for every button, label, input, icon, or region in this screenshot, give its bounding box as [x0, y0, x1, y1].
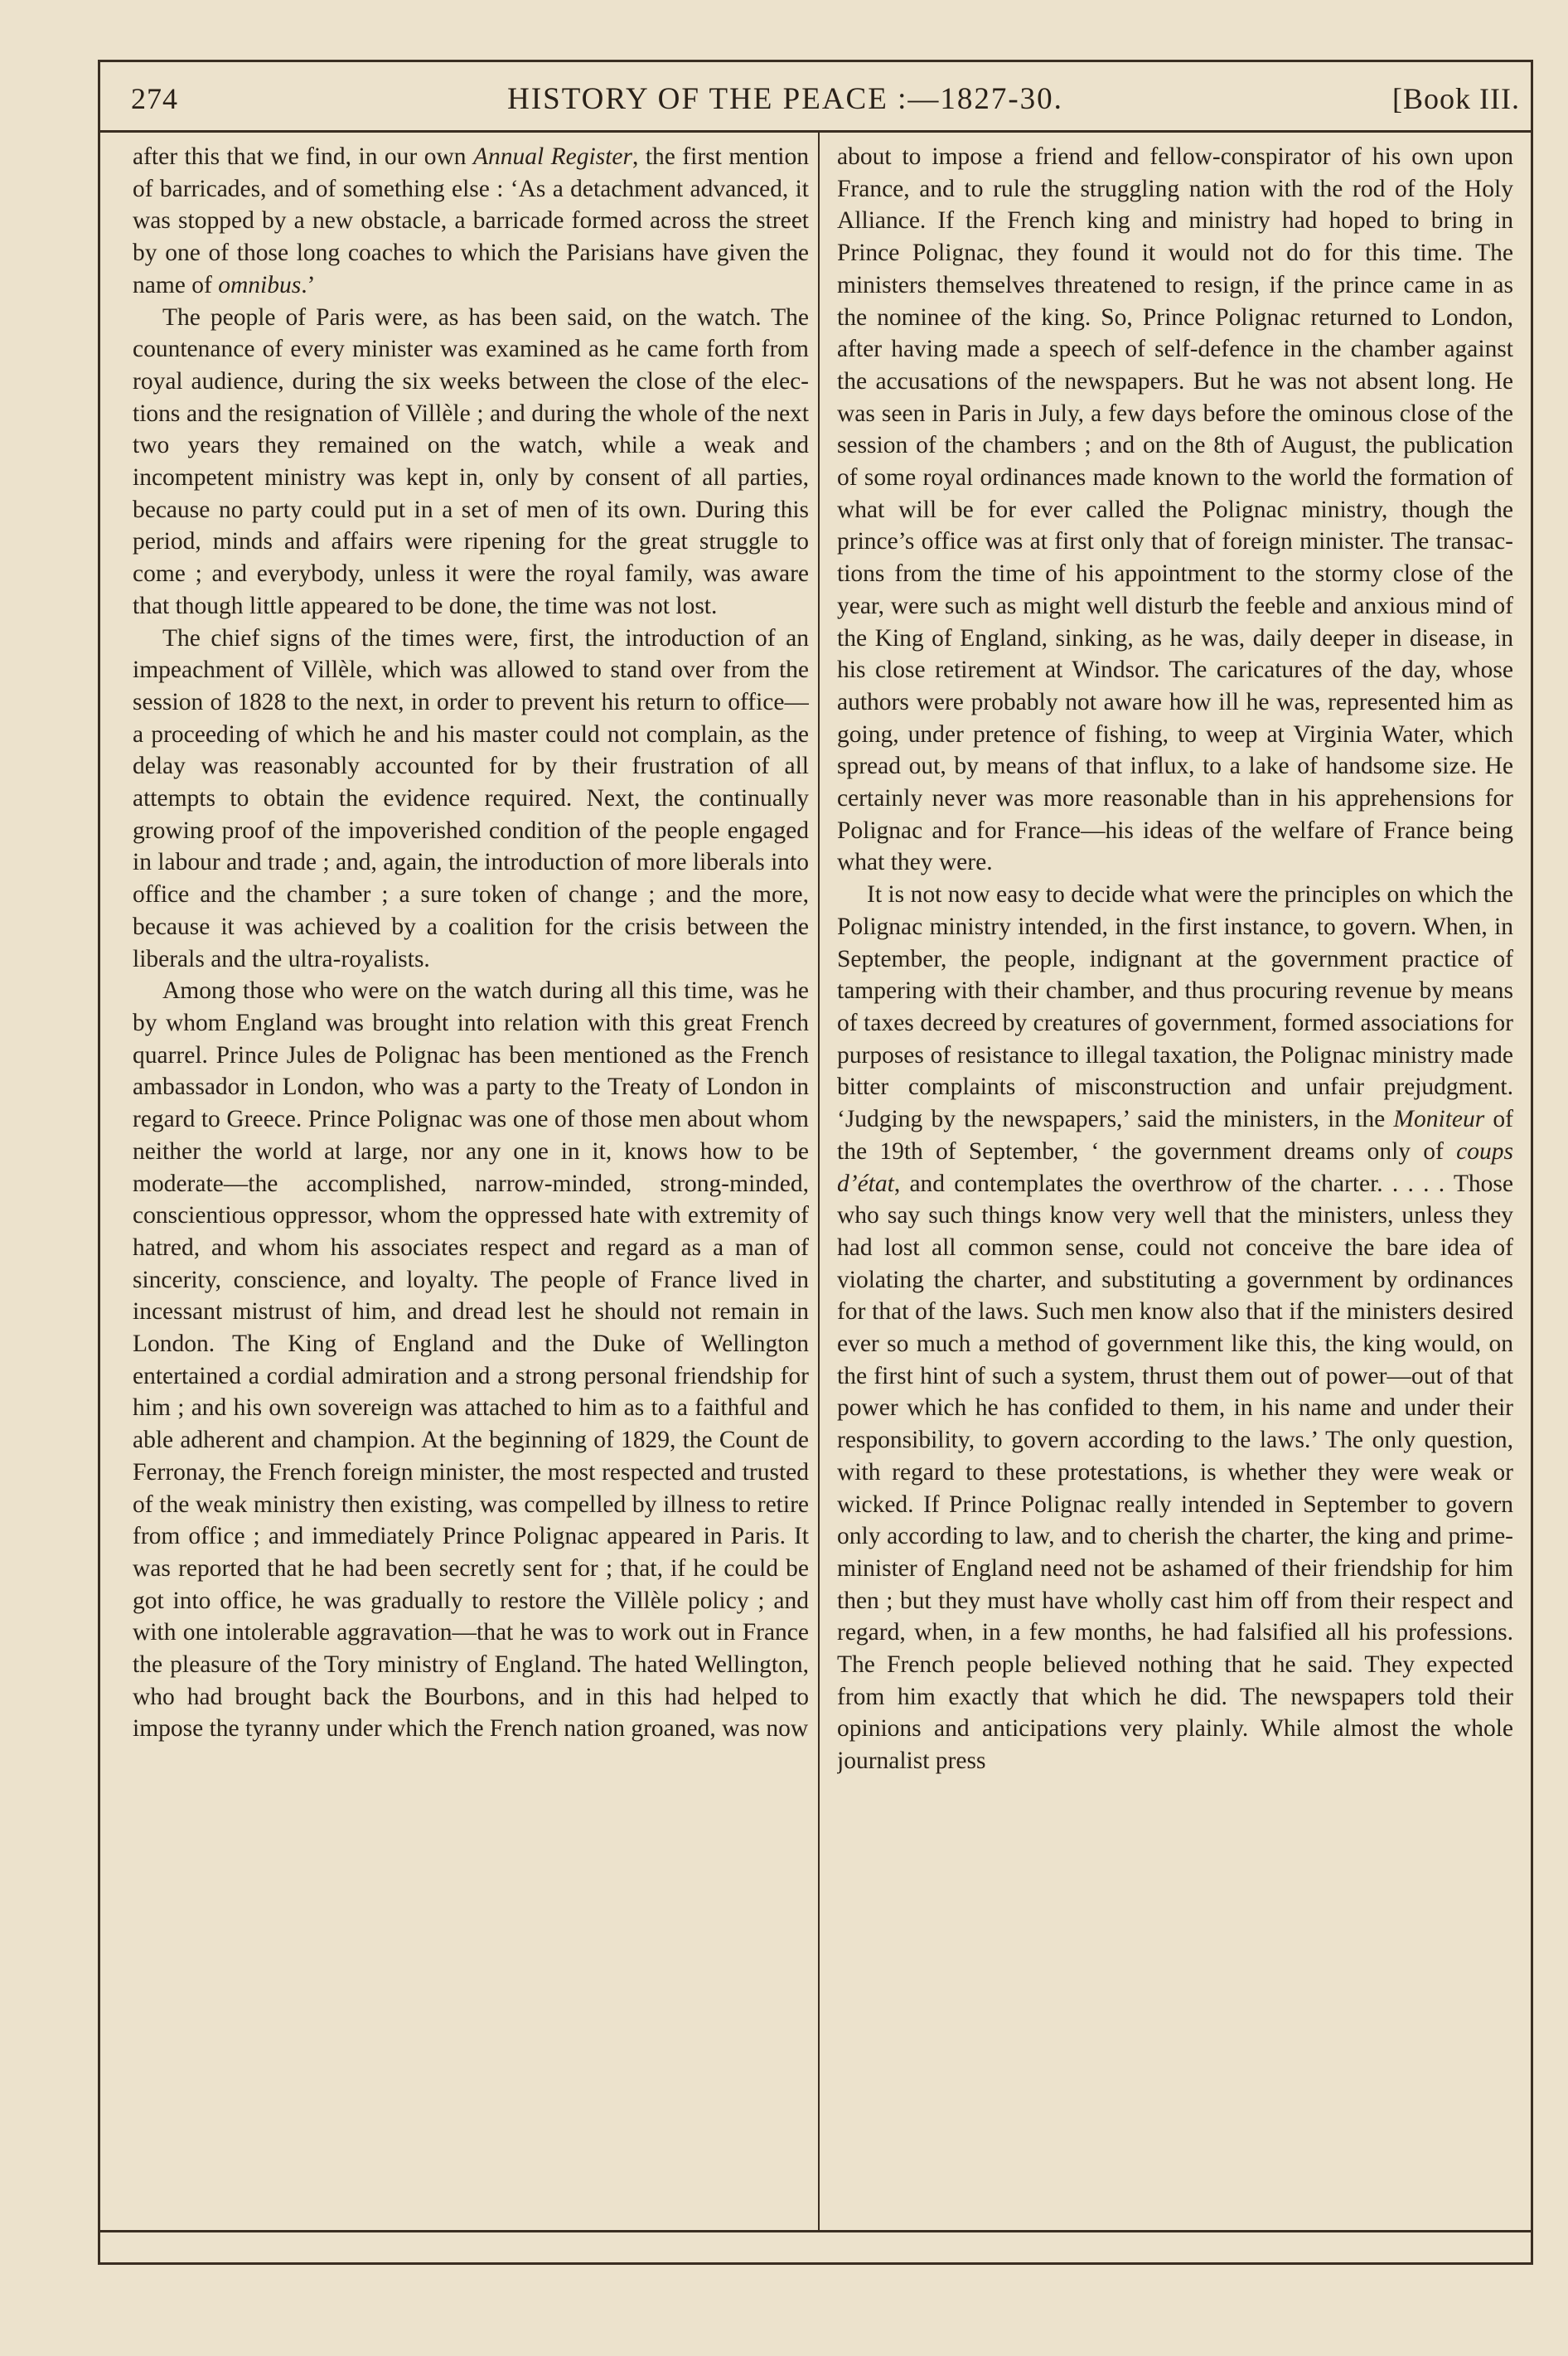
bottom-rule — [98, 2230, 1533, 2232]
running-header — [131, 81, 1520, 128]
column-divider — [818, 133, 820, 2230]
book-label: [Book III. — [1392, 82, 1520, 115]
paragraph: about to impose a friend and fellow-conspirator of his own upon France, and to rule the struggling nation with the rod of the Holy Alliance. If the French king and ministry had hoped to bring in Prince Polignac, they found it would not do for this time. The ministers themselves threatened to resign, if the prince came in as the nominee of the king. So, Prince Polignac returned to London, after having made a speech of self-defence in the chamber against the accusations of the newspapers. But he was not absent long. He was seen in Paris in July, a few days before the ominous close of the session of the chambers ; and on the 8th of August, the publication of some royal ordinances made known to the world the formation of what will be for ever called the Polignac ministry, though the prince’s office was at first only that of foreign minister. The transactions from the time of his appointment to the stormy close of the year, were such as might well disturb the feeble and anxious mind of the King of England, sinking, as he was, daily deeper in disease, in his close retirement at Windsor. The caricatures of the day, whose authors were probably not aware how ill he was, represented him as going, under pretence of fishing, to weep at Virginia Water, which spread out, by means of that influx, to a lake of handsome size. He certainly never was more reasonable than in his apprehensions for Polignac and for France—his ideas of the welfare of France being what they were. — [837, 143, 1513, 876]
paragraph: It is not now easy to decide what were the principles on which the Polignac ministry intended, in the first instance, to govern. When, in September, the people, indignant at the government practice of tampering with their chamber, and thus procuring revenue by means of taxes decreed by creatures of government, formed associations for purposes of resistance to illegal taxation, the Polignac ministry made bitter complaints of misconstruction and unfair prejudgment. ‘Judging by the newspapers,’ said the ministers, in the Moniteur of the 19th of September, ‘ the government dreams only of coups d’état, and contemplates the overthrow of the charter. . . . . Those who say such things know very well that the ministers, unless they had lost all common sense, could not conceive the bare idea of violating the charter, and substituting a government by ordinances for that of the laws. Such men know also that if the ministers desired ever so much a method of government like this, the king would, on the first hint of such a system, thrust them out of power—out of that power which he has confided to them, in his name and under their responsibility, to govern according to the laws.’ The only question, with regard to these protestations, is whether they were weak or wicked. If Prince Polignac really intended in September to govern only according to law, and to cherish the charter, the king and prime-minister of England need not be ashamed of their friendship for him then ; but they must have wholly cast him off from their respect and regard, when, in a few months, he had falsified all his professions. The French people believed nothing that he said. They expected from him exactly that which he did. The newspapers told their opinions and anticipations very plainly. While almost the whole journalist press — [837, 881, 1513, 1775]
right-column — [837, 141, 1513, 2222]
page-number: 274 — [131, 82, 178, 115]
running-title: HISTORY OF THE PEACE :—1827-30. — [507, 82, 1063, 116]
header-rule — [98, 130, 1533, 133]
paragraph: Among those who were on the watch during all this time, was he by whom England was brought into relation with this great French quarrel. Prince Jules de Polignac has been mentioned as the French ambassador in London, who was a party to the Treaty of London in regard to Greece. Prince Polignac was one of those men about whom neither the world at large, nor any one in it, knows how to be moderate—the accomplished, narrow-minded, strong-minded, conscientious oppressor, whom the oppressed hate with extremity of hatred, and whom his associates respect and regard as a man of sincerity, conscience, and loyalty. The people of France lived in incessant mistrust of him, and dread lest he should not remain in London. The King of England and the Duke of Wellington entertained a cordial admiration and a strong personal friendship for him ; and his own sovereign was attached to him as to a faithful and able adherent and champion. At the beginning of 1829, the Count de Ferronay, the French foreign minister, the most respected and trusted of the weak ministry then existing, was compelled by illness to retire from office ; and immediately Prince Polignac appeared in Paris. It was reported that he had been secretly sent for ; that, if he could be got into office, he was gradually to restore the Villèle policy ; and with one intolerable aggravation—that he was to work out in France the pleasure of the Tory ministry of England. The hated Wellington, who had brought back the Bourbons, and in this had helped to impose the tyranny under which the French nation groaned, was now — [133, 977, 809, 1743]
paragraph: The chief signs of the times were, first, the introduction of an impeachment of Villèle, which was allowed to stand over from the session of 1828 to the next, in order to prevent his return to office—a proceeding of which he and his master could not complain, as the delay was reasonably accounted for by their frustration of all attempts to obtain the evidence required. Next, the continually growing proof of the impoverished condition of the people engaged in labour and trade ; and, again, the introduction of more liberals into office and the chamber ; a sure token of change ; and the more, because it was achieved by a coalition for the crisis between the liberals and the ultra-royalists. — [133, 624, 809, 972]
left-column — [133, 141, 809, 2222]
paragraph: after this that we find, in our own Annual Register, the first mention of barricades, and of something else : ‘As a detachment advanced, it was stopped by a new obstacle, a barricade formed across the street by one of those long coaches to which the Parisians have given the name of omnibus.’ — [133, 143, 809, 298]
paragraph: The people of Paris were, as has been said, on the watch. The countenance of every minister was examined as he came forth from royal audience, during the six weeks between the close of the elections and the resignation of Villèle ; and during the whole of the next two years they remained on the watch, while a weak and incompetent ministry was kept in, only by consent of all parties, because no party could put in a set of men of its own. During this period, minds and affairs were ripening for the great struggle to come ; and everybody, unless it were the royal family, was aware that though little appeared to be done, the time was not lost. — [133, 303, 809, 619]
